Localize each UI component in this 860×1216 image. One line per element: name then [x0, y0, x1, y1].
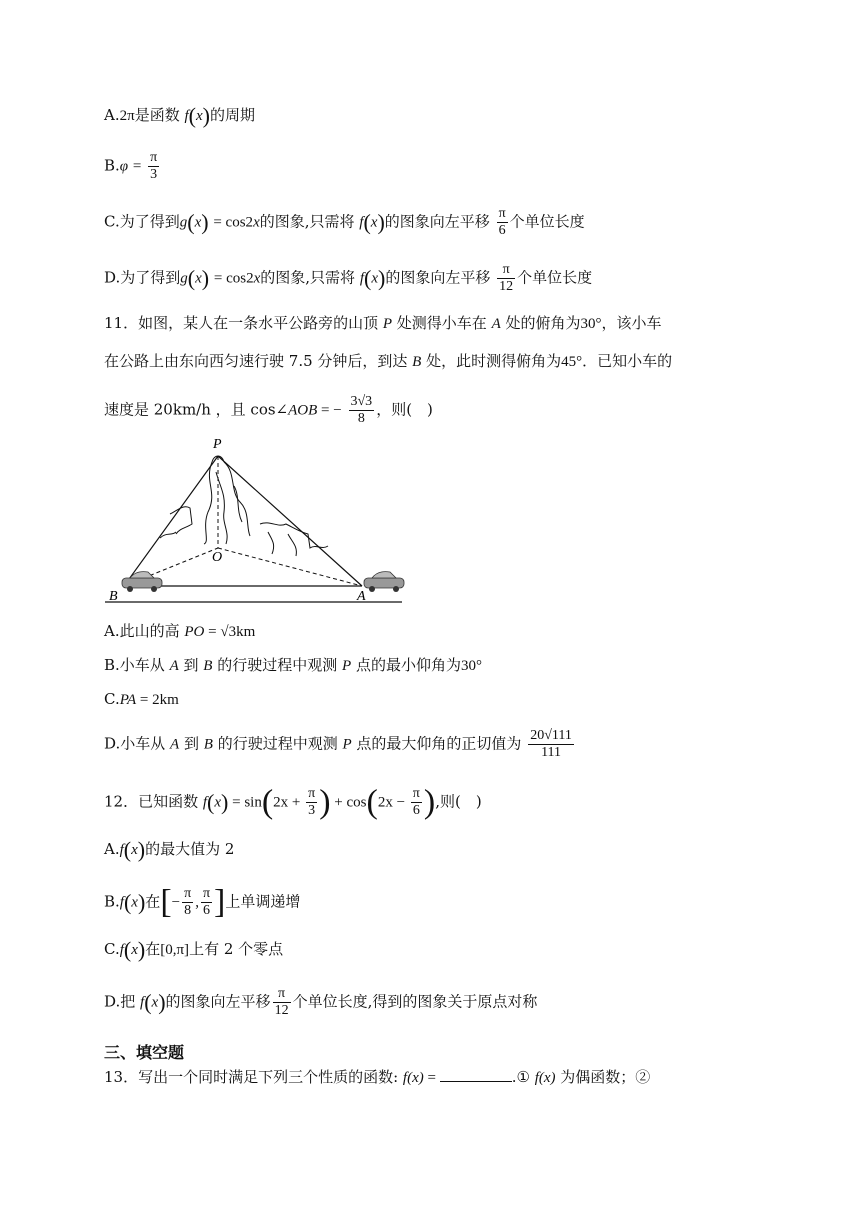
- q13-stem: 13．写出一个同时满足下列三个性质的函数: f(x) = .① f(x) 为偶函数；②: [104, 1068, 651, 1086]
- label-o: O: [212, 550, 223, 565]
- q10-option-d: D.为了得到g(x) = cos2x的图象,只需将 f(x)的图象向左平移 $\frac{\pi}{12}$ 个单位长度: [104, 262, 593, 294]
- q12-option-a: A.f(x)的最大值为 2: [104, 837, 235, 862]
- q11-stem-line1: 11．如图，某人在一条水平公路旁的山顶 P 处测得小车在 A 处的俯角为30°，该小车: [104, 314, 662, 332]
- label-b: B: [109, 589, 118, 604]
- section-title: 三、填空题: [104, 1043, 185, 1062]
- label-p: P: [213, 437, 222, 452]
- q12-option-b: B.f(x)在[− $\frac{\pi}{8}$ , $\frac{\pi}{6}$ ]上单调递增: [104, 883, 301, 921]
- q10-option-c: C.为了得到g(x) = cos2x的图象,只需将 f(x)的图象向左平移 $\frac{\pi}{6}$ 个单位长度: [104, 206, 585, 238]
- q12-option-c: C.f(x)在[0,π]上有 2 个零点: [104, 937, 284, 962]
- q11-stem-line3: 速度是 20km/h ，且 cos∠AOB = − $\frac{3√3}{8}$ ，则( ): [104, 394, 433, 426]
- q12-stem: 12．已知函数 f(x) = sin(2x + $\frac{\pi}{3}$ ) + cos(2x − $\frac{\pi}{6}$ ),则( ): [104, 783, 482, 821]
- car-b-icon: [122, 572, 162, 592]
- car-a-icon: [364, 572, 404, 592]
- mountain-figure: [100, 432, 410, 612]
- q10-option-a: A.2π是函数 f(x)的周期: [104, 103, 255, 128]
- q10-option-b: B.φ = $\frac{\pi}{3}$: [104, 150, 158, 182]
- q11-option-b: B.小车从 A 到 B 的行驶过程中观测 P 点的最小仰角为30°: [104, 656, 482, 674]
- q12-option-d: D.把 f(x)的图象向左平移 $\frac{\pi}{12}$ 个单位长度,得到的图象关于原点对称: [104, 986, 538, 1018]
- label-a: A: [357, 589, 366, 604]
- q11-option-c: C.PA = 2km: [104, 690, 179, 708]
- q11-option-a: A.此山的高 PO = √3km: [104, 622, 256, 640]
- q11-stem-line2: 在公路上由东向西匀速行驶 7.5 分钟后，到达 B 处，此时测得俯角为45°．已知小车的: [104, 352, 673, 370]
- q13-answer-blank[interactable]: [440, 1067, 512, 1082]
- q11-option-d: D.小车从 A 到 B 的行驶过程中观测 P 点的最大仰角的正切值为 $\frac{20√111}{111}$: [104, 728, 572, 760]
